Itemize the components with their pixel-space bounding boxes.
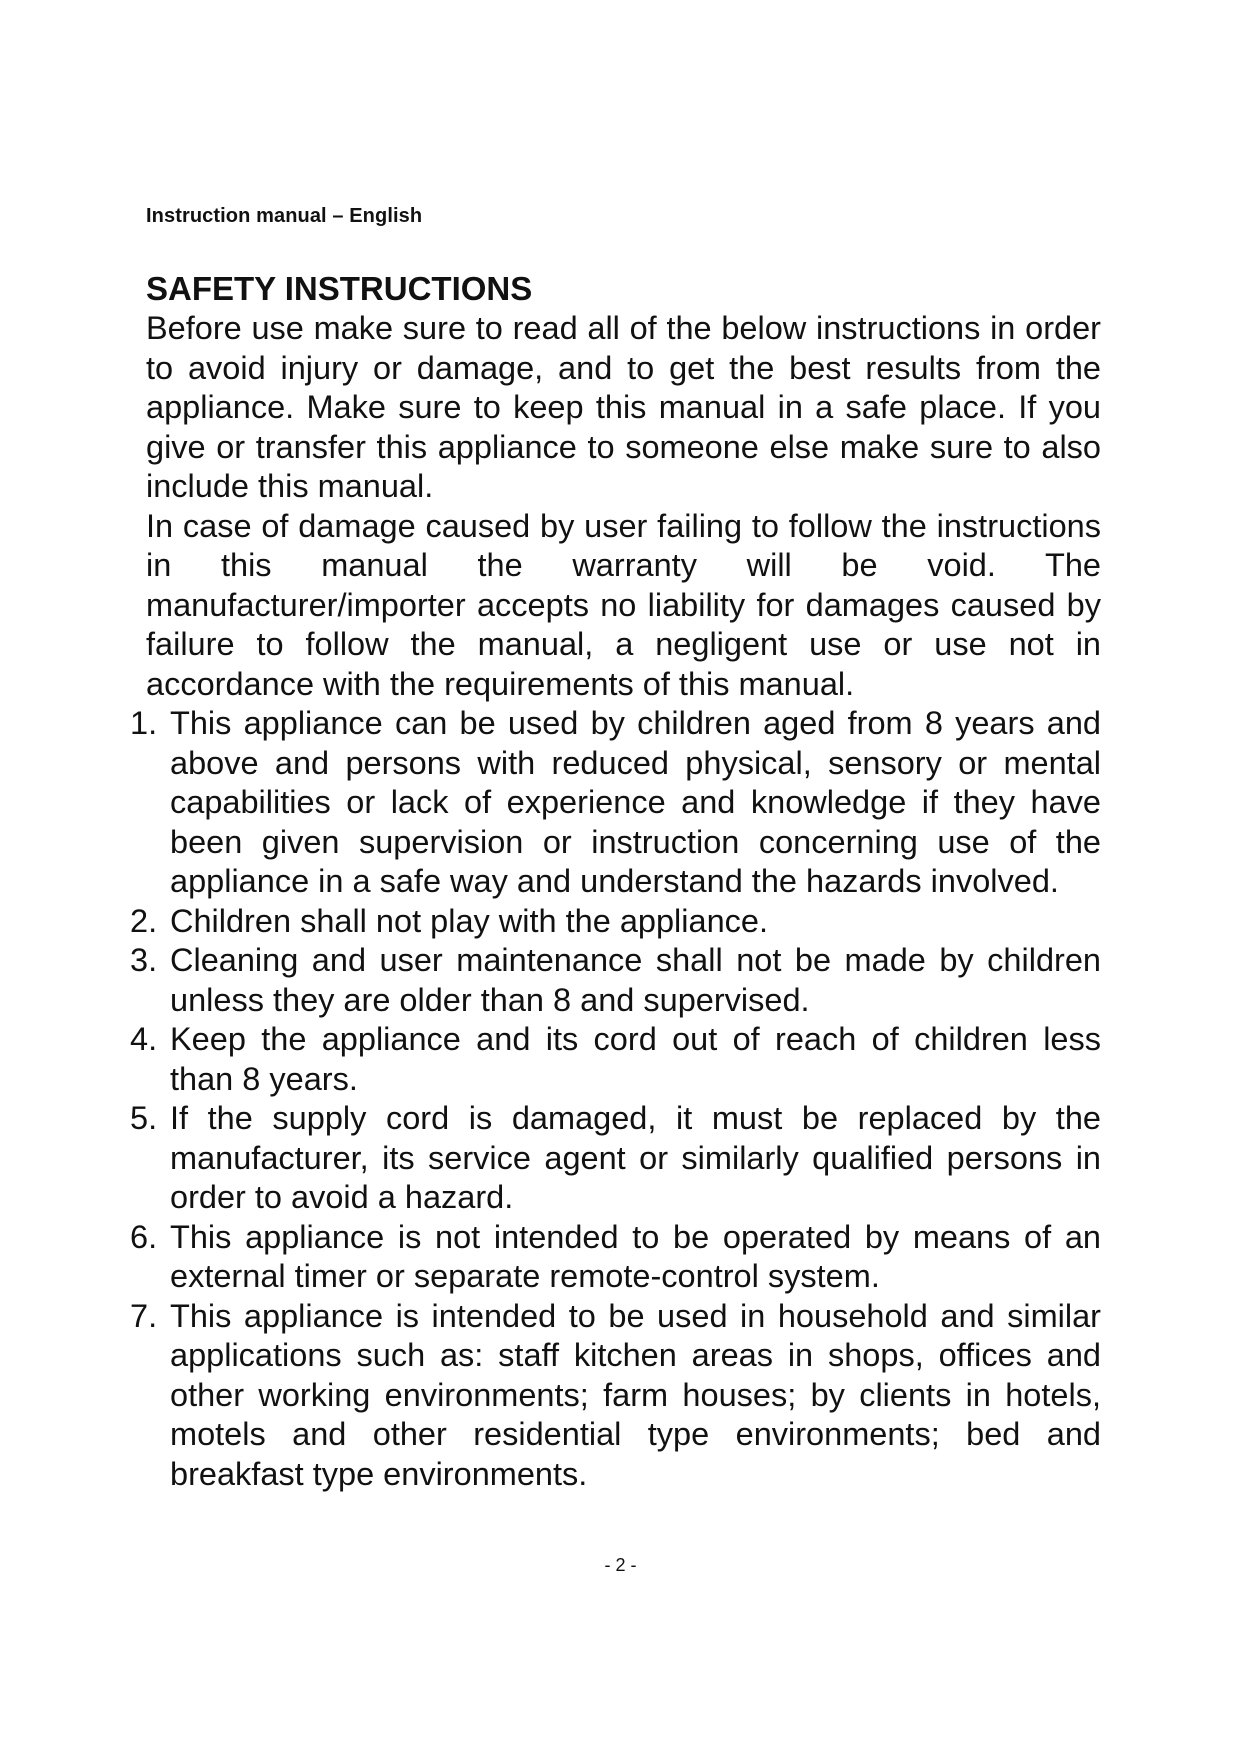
warranty-paragraph: In case of damage caused by user failing to follow the instructions in this manual the warranty will be void. The manufacturer/importer accepts no liability for damages caused by failure to follow the manual, a negligent use or use not in accordance with the requirements of this manual. xyxy=(146,507,1101,702)
list-item-number: 1. xyxy=(130,705,158,741)
list-item xyxy=(130,1218,1101,1297)
list-item-number: 5. xyxy=(130,1100,158,1136)
list-item-number: 3. xyxy=(130,942,158,978)
list-item-number: 2. xyxy=(130,902,158,939)
list-item-text: Cleaning and user maintenance shall not be made by children unless they are older than 8 and supervised. xyxy=(170,942,1101,1018)
list-item xyxy=(130,1020,1101,1099)
list-item-text: Keep the appliance and its cord out of reach of children less than 8 years. xyxy=(170,1021,1101,1097)
list-item xyxy=(130,704,1101,902)
list-item xyxy=(130,902,1101,942)
list-item-text: This appliance can be used by children aged from 8 years and above and persons with reduced physical, sensory or mental capabilities or lack of experience and knowledge if they have been given supervision or instruction concerning use of the appliance in a safe way and understand the hazards involved. xyxy=(170,705,1101,899)
safety-list xyxy=(130,704,1101,1494)
intro-paragraph: Before use make sure to read all of the below instructions in order to avoid injury or damage, and to get the best results from the appliance. Make sure to keep this manual in a safe place. If you give or transfer this appliance to someone else make sure to also include this manual. xyxy=(146,310,1101,504)
list-item-number: 6. xyxy=(130,1218,158,1255)
list-item-text: Children shall not play with the appliance. xyxy=(170,902,768,939)
list-item xyxy=(130,1297,1101,1495)
list-item-text: This appliance is not intended to be operated by means of an external timer or separate remote-control system. xyxy=(170,1218,1101,1294)
section-title: SAFETY INSTRUCTIONS xyxy=(146,270,533,307)
list-item-text: If the supply cord is damaged, it must be replaced by the manufacturer, its service agent or similarly qualified persons in order to avoid a hazard. xyxy=(170,1100,1101,1215)
manual-header: Instruction manual – English xyxy=(146,205,423,227)
safety-section xyxy=(130,268,1101,1494)
list-item xyxy=(130,941,1101,1020)
page-number: - 2 - xyxy=(604,1555,637,1575)
list-item-number: 4. xyxy=(130,1021,158,1057)
list-item-text: This appliance is intended to be used in household and similar applications such as: staff kitchen areas in shops, offices and other working environments; farm houses; by clients in hotels, motels and other residential type environments; bed and breakfast type environments. xyxy=(170,1297,1101,1492)
list-item-number: 7. xyxy=(130,1297,158,1334)
list-item xyxy=(130,1099,1101,1218)
